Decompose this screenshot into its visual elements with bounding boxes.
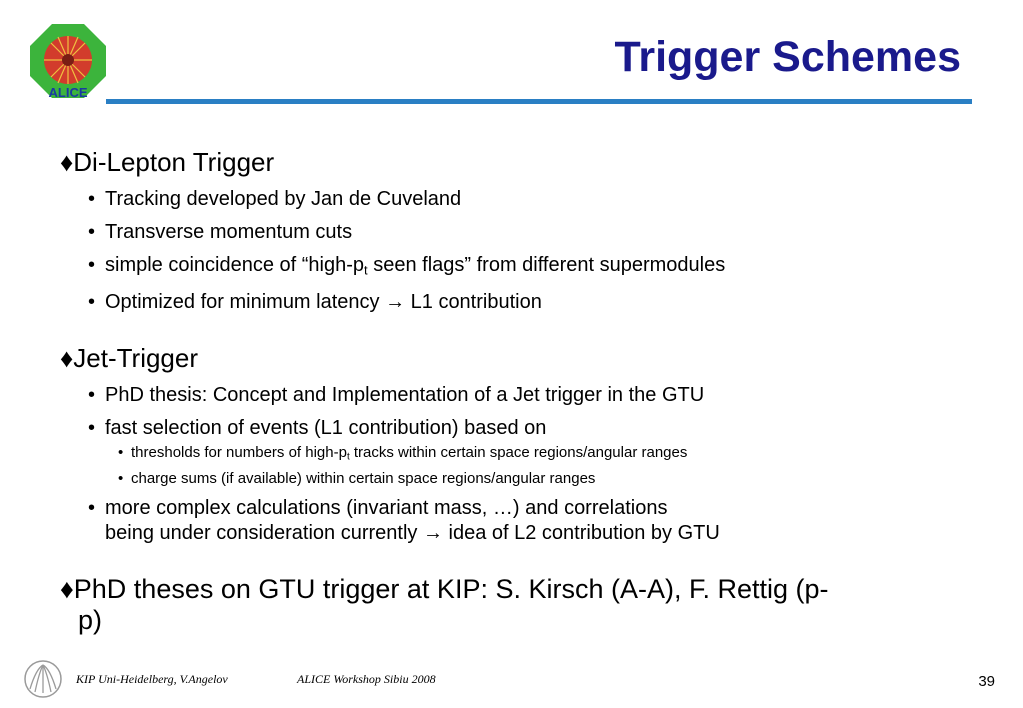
heading-dilepton: ♦Di-Lepton Trigger [60, 147, 275, 177]
bullet-phd-thesis: • PhD thesis: Concept and Implementation of a Jet trigger in the GTU [88, 383, 970, 408]
subbullet-charge-sums: • charge sums (if available) within certain space regions/angular ranges [118, 469, 970, 488]
slide-title: Trigger Schemes [614, 33, 961, 81]
bullet-fast-selection: • fast selection of events (L1 contribution) based on [88, 416, 970, 441]
bullet-coincidence: • simple coincidence of “$high-p_t$ seen flags” from different supermodules [88, 253, 970, 282]
subbullet-thresholds: • thresholds for numbers of high-$p_t$ tracks within certain space regions/angular ranges [118, 443, 970, 466]
bullet-momentum-cuts: • Transverse momentum cuts [88, 220, 970, 245]
alice-logo [28, 22, 108, 100]
alice-logo-icon [28, 22, 108, 100]
section-jet [60, 343, 970, 545]
footer-event: ALICE Workshop Sibiu 2008 [297, 672, 436, 686]
bullet-tracking: • Tracking developed by Jan de Cuveland [88, 187, 970, 212]
title-underline [106, 99, 972, 104]
svg-text:ALICE: ALICE [48, 85, 88, 100]
slide-content [60, 147, 970, 664]
section-dilepton [60, 147, 970, 315]
page-number: 39 [978, 673, 995, 690]
footer-author: KIP Uni-Heidelberg, V.Angelov [76, 672, 228, 686]
heidelberg-seal-icon [22, 659, 64, 699]
bullet-complex-calculations: • more complex calculations (invariant mass, …) and correlations being under consideration currently → idea of L2 contribution by GTU [88, 496, 970, 546]
diamond-bullet-icon: ♦ [60, 573, 74, 604]
heading-jet: ♦Jet-Trigger [60, 343, 199, 374]
diamond-bullet-icon: ♦ [60, 343, 74, 374]
section-theses [60, 574, 970, 636]
bullet-latency: • Optimized for minimum latency → L1 contribution [88, 290, 970, 315]
heading-theses: ♦PhD theses on GTU trigger at KIP: S. Kirsch (A-A), F. Rettig (p- p) [60, 573, 829, 635]
diamond-bullet-icon: ♦ [60, 147, 74, 177]
